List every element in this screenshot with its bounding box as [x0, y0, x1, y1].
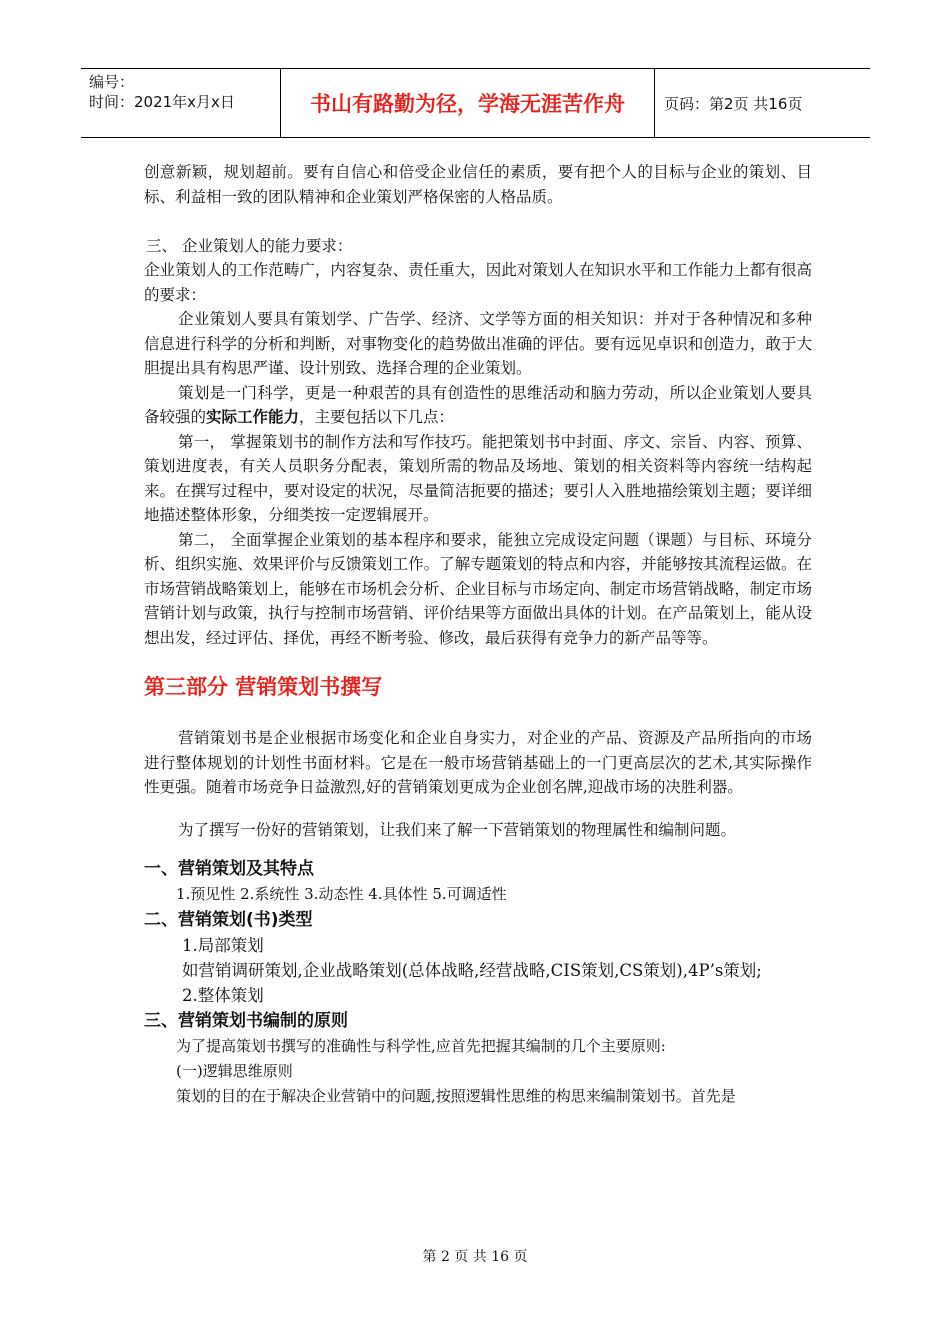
header-page-code: 页码：第2页 共16页	[664, 94, 803, 113]
paragraph: (一)逻辑思维原则	[176, 1062, 293, 1080]
header-time: 时间：2021年x月x日	[89, 93, 235, 111]
header-table	[81, 68, 870, 138]
emphasis-text: 实际工作能力	[206, 407, 300, 426]
paragraph: 营销策划书是企业根据市场变化和企业自身实力，对企业的产品、资源及产品所指向的市场进行整体规划的计划性书面材料。它是在一般市场营销基础上的一门更高层次的艺术,其实际操作性更强。随着市场竞争日益激烈,好的营销策划更成为企业创名牌,迎战市场的决胜利器。	[144, 729, 812, 796]
paragraph: 企业策划人的工作范畴广，内容复杂、责任重大，因此对策划人在知识水平和工作能力上都有很高的要求：	[144, 261, 812, 304]
paragraph: 企业策划人要具有策划学、广告学、经济、文学等方面的相关知识：并对于各种情况和多种信息进行科学的分析和判断，对事物变化的趋势做出准确的评估。要有远见卓识和创造力，敢于大胆提出具有构思严谨、设计别致、选择合理的企业策划。	[144, 310, 812, 377]
paragraph: 策划的目的在于解决企业营销中的问题,按照逻辑性思维的构思来编制策划书。首先是	[176, 1087, 736, 1105]
subheading: 三、 企业策划人的能力要求：	[146, 236, 353, 255]
heading: 一、营销策划及其特点	[144, 859, 314, 879]
paragraph: 如营销调研策划,企业战略策划(总体战略,经营战略,CIS策划,CS策划),4P’s策划;	[182, 961, 762, 980]
header-number: 编号：	[89, 73, 135, 91]
page-footer: 第 2 页 共 16 页	[422, 1249, 528, 1265]
section-title: 第三部分 营销策划书撰写	[144, 675, 383, 699]
list-item: 1.预见性 2.系统性 3.动态性 4.具体性 5.可调适性	[176, 885, 507, 903]
header-meta	[81, 69, 281, 137]
list-item: 2.整体策划	[182, 986, 264, 1005]
header-motto: 书山有路勤为径，学海无涯苦作舟	[281, 69, 655, 137]
paragraph: 为了提高策划书撰写的准确性与科学性,应首先把握其编制的几个主要原则:	[176, 1037, 666, 1055]
paragraph: 第一， 掌握策划书的制作方法和写作技巧。能把策划书中封面、序文、宗旨、内容、预算、策划进度表，有关人员职务分配表，策划所需的物品及场地、策划的相关资料等内容统一结构起来。在撰写过程中，要对设定的状况，尽量简洁扼要的描述；要引人入胜地描绘策划主题；要详细地描述整体形象，分细类按一定逻辑展开。	[144, 432, 812, 524]
heading: 二、营销策划(书)类型	[144, 910, 313, 930]
paragraph: 创意新颖，规划超前。要有自信心和倍受企业信任的素质，要有把个人的目标与企业的策划、目标、利益相一致的团队精神和企业策划严格保密的人格品质。	[144, 163, 812, 206]
paragraph: 为了撰写一份好的营销策划，让我们来了解一下营销策划的物理属性和编制问题。	[178, 820, 737, 839]
document-body	[144, 160, 812, 1109]
heading: 三、营销策划书编制的原则	[144, 1011, 348, 1031]
list-item: 1.局部策划	[182, 936, 264, 955]
paragraph: 第二， 全面掌握企业策划的基本程序和要求，能独立完成设定问题（课题）与目标、环境分析、组织实施、效果评价与反馈策划工作。了解专题策划的特点和内容，并能够按其流程运做。在市场营销战略策划上，能够在市场机会分析、企业目标与市场定向、制定市场营销战略，制定市场营销计划与政策，执行与控制市场营销、评价结果等方面做出具体的计划。在产品策划上，能从设想出发，经过评估、择优，再经不断考验、修改，最后获得有竞争力的新产品等等。	[144, 530, 812, 647]
paragraph: 策划是一门科学，更是一种艰苦的具有创造性的思维活动和脑力劳动，所以企业策划人要具备较强的实际工作能力，主要包括以下几点：	[144, 383, 812, 426]
